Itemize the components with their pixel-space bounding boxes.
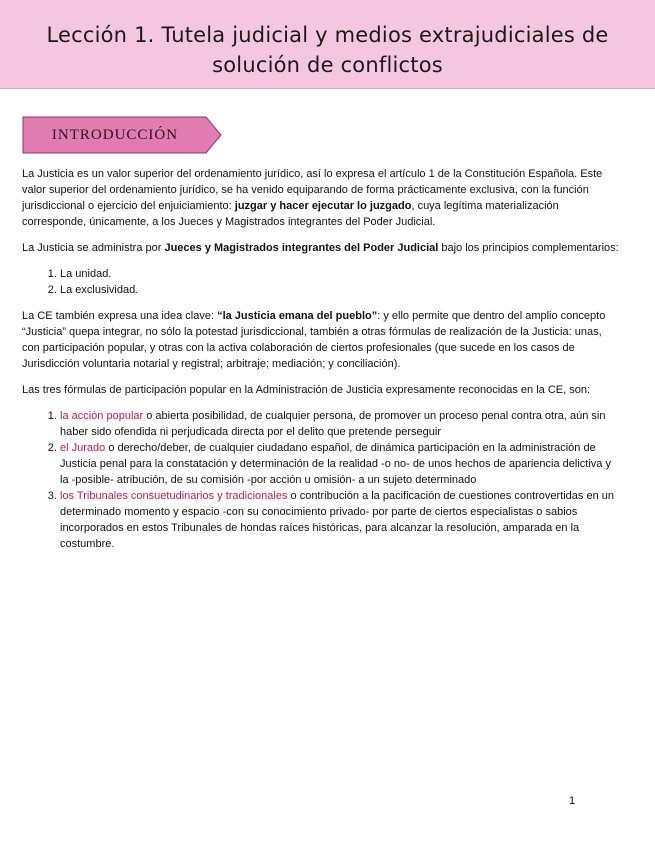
paragraph-3: La CE también expresa una idea clave: “la Justicia emana del pueblo”: y ello permite que dentro del amplio concepto “Justicia” quepa integrar, no sólo la potestad jurisdiccional, también a otras fórmulas de realización de la Justicia: unas, con participación popular, y otras con la activa colaboración de ciertos profesionales (que sucede en los casos de Jurisdicción voluntaria notarial y registral; arbitraje; mediación; y conciliación). [22, 310, 606, 370]
highlighted-term: el Jurado [60, 442, 106, 454]
principles-list [22, 266, 622, 298]
paragraph-1: La Justicia es un valor superior del ordenamiento jurídico, así lo expresa el artículo 1 de la Constitución Española. Este valor superior del ordenamiento jurídico, se ha venido equiparando de forma prácticamente exclusiva, con la función jurisdiccional o ejercicio del enjuiciamiento: juzgar y hacer ejecutar lo juzgado, cuya legítima materialización corresponde, únicamente, a los Jueces y Magistrados integrantes del Poder Judicial. [22, 168, 603, 228]
list-item: 1. la acción popular o abierta posibilidad, de cualquier persona, de promover un proceso penal contra otra, aún sin haber sido ofendida ni perjudicada directa por el delito que pretende perseguir [60, 408, 622, 440]
section-heading: INTRODUCCIÓN [51, 127, 179, 143]
page-title-line-2: solución de conflictos [212, 53, 443, 77]
highlighted-term: la acción popular [60, 410, 144, 422]
participation-forms-list [22, 408, 622, 552]
title-band [0, 0, 655, 89]
page-number: 1 [569, 795, 576, 807]
bold-phrase: Jueces y Magistrados integrantes del Poder Judicial [164, 242, 439, 254]
list-item: 1. La unidad. [60, 266, 622, 282]
document-body [22, 166, 622, 562]
bold-phrase: juzgar y hacer ejecutar lo juzgado [234, 200, 412, 212]
page-title-line-1: Lección 1. Tutela judicial y medios extrajudiciales de [46, 23, 609, 47]
paragraph-4: Las tres fórmulas de participación popular en la Administración de Justicia expresamente reconocidas en la CE, son: [22, 384, 591, 396]
list-item: 2. La exclusividad. [60, 282, 622, 298]
paragraph-2: La Justicia se administra por Jueces y Magistrados integrantes del Poder Judicial bajo los principios complementarios: [22, 242, 619, 254]
list-item: 3. los Tribunales consuetudinarios y tradicionales o contribución a la pacificación de cuestiones controvertidas en un determinado momento y espacio -con su conocimiento privado- por parte de ciertos especialistas o sabios incorporados en estos Tribunales de hondas raíces históricas, para alcanzar la resolución, amparada en la costumbre. [60, 488, 622, 552]
bold-phrase: “la Justicia emana del pueblo” [217, 310, 378, 322]
highlighted-term: los Tribunales consuetudinarios y tradicionales [60, 490, 288, 502]
section-tag [22, 116, 222, 154]
page-title [30, 20, 625, 80]
list-item: 2. el Jurado o derecho/deber, de cualquier ciudadano español, de dinámica participación en la administración de Justicia penal para la constatación y determinación de la realidad -o no- de unos hechos de apariencia delictiva y la -posible- atribución, de su comisión -por acción u omisión- a un sujeto determinado [60, 440, 622, 488]
